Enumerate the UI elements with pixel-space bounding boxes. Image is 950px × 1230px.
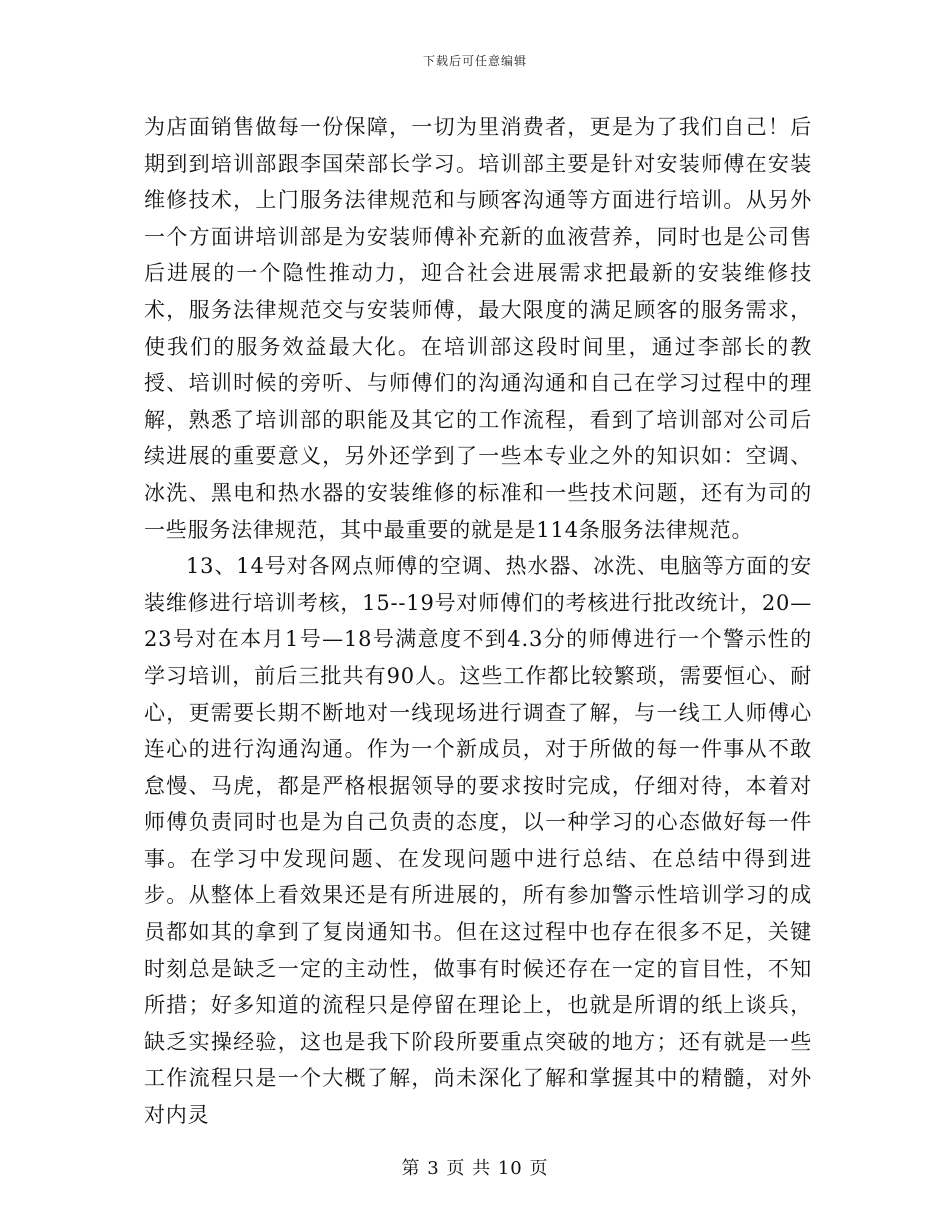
document-body bbox=[144, 109, 812, 1134]
body-paragraph-2: 13、14号对各网点师傅的空调、热水器、冰洗、电脑等方面的安装维修进行培训考核，15--19号对师傅们的考核进行批改统计，20—23号对在本月1号—18号满意度不到4.3分的师傅进行一个警示性的学习培训，前后三批共有90人。这些工作都比较繁琐，需要恒心、耐心，更需要长期不断地对一线现场进行调查了解，与一线工人师傅心连心的进行沟通沟通。作为一个新成员，对于所做的每一件事从不敢怠慢、马虎，都是严格根据领导的要求按时完成，仔细对待，本着对师傅负责同时也是为自己负责的态度，以一种学习的心态做好每一件事。在学习中发现问题、在发现问题中进行总结、在总结中得到进步。从整体上看效果还是有所进展的，所有参加警示性培训学习的成员都如其的拿到了复岗通知书。但在这过程中也存在很多不足，关键时刻总是缺乏一定的主动性，做事有时候还存在一定的盲目性，不知所措；好多知道的流程只是停留在理论上，也就是所谓的纸上谈兵，缺乏实操经验，这也是我下阶段所要重点突破的地方；还有就是一些工作流程只是一个大概了解，尚未深化了解和掌握其中的精髓，对外对内灵 bbox=[144, 554, 812, 1128]
page-footer: 第 3 页 共 10 页 bbox=[401, 1158, 549, 1179]
page-header: 下载后可任意编辑 bbox=[422, 54, 527, 68]
body-paragraph-1: 为店面销售做每一份保障，一切为里消费者，更是为了我们自己！后期到到培训部跟李国荣部长学习。培训部主要是针对安装师傅在安装维修技术，上门服务法律规范和与顾客沟通等方面进行培训。从另外一个方面讲培训部是为安装师傅补充新的血液营养，同时也是公司售后进展的一个隐性推动力，迎合社会进展需求把最新的安装维修技术，服务法律规范交与安装师傅，最大限度的满足顾客的服务需求，使我们的服务效益最大化。在培训部这段时间里，通过李部长的教授、培训时候的旁听、与师傅们的沟通沟通和自己在学习过程中的理解，熟悉了培训部的职能及其它的工作流程，看到了培训部对公司后续进展的重要意义，另外还学到了一些本专业之外的知识如：空调、冰洗、黑电和热水器的安装维修的标准和一些技术问题，还有为司的一些服务法律规范，其中最重要的就是是114条服务法律规范。 bbox=[144, 115, 812, 542]
